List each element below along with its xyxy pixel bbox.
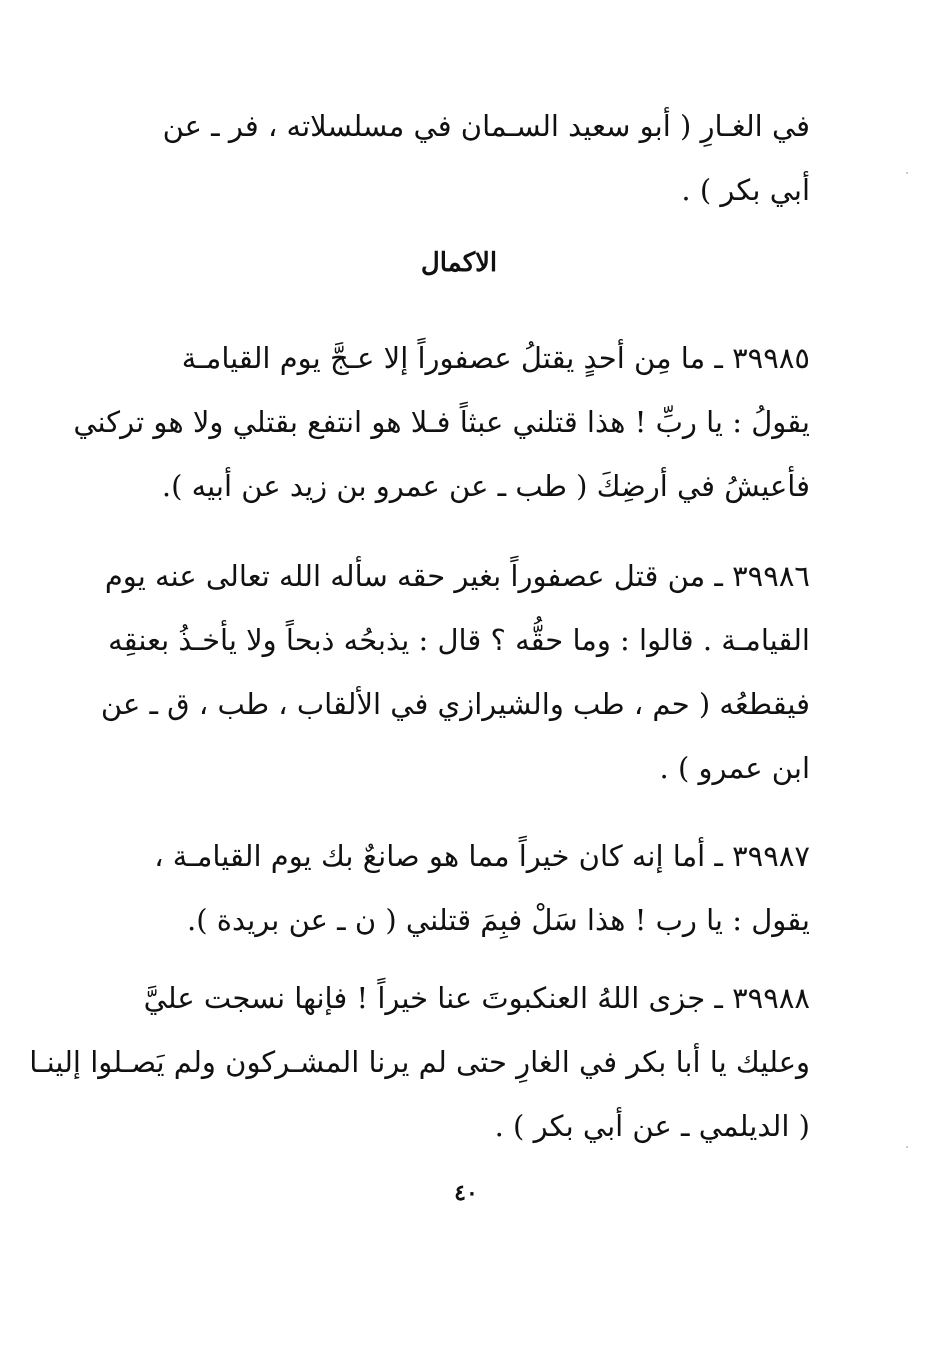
hadith-39985 (73, 326, 810, 518)
hadith-line: ٣٩٩٨٨ ـ جزى اللهُ العنكبوتَ عنا خيراً ! فإنها نسجت عليَّ (143, 981, 810, 1015)
scan-speck (906, 1146, 908, 1148)
intro-line: أبي بكر ) . (681, 173, 810, 207)
hadith-line: ٣٩٩٨٥ ـ ما مِن أحدٍ يقتلُ عصفوراً إلا عـجَّ يوم القيامـة (181, 341, 810, 375)
hadith-line: وعليك يا أبا بكر في الغارِ حتى لم يرنا المشـركون ولم يَصـلوا إلينـا (29, 1045, 810, 1079)
hadith-39988 (29, 966, 810, 1158)
hadith-line: ( الديلمي ـ عن أبي بكر ) . (494, 1109, 810, 1143)
hadith-39986 (100, 544, 810, 800)
page-number: ٤٠ (454, 1180, 478, 1206)
hadith-line: القيامـة . قالوا : وما حقُّه ؟ قال : يذبحُه ذبحاً ولا يأخـذُ بعنقِه (108, 623, 810, 657)
section-heading: الاكمال (420, 248, 498, 278)
hadith-line: ٣٩٩٨٦ ـ من قتل عصفوراً بغير حقه سأله الله تعالى عنه يوم (104, 559, 810, 593)
hadith-line: فأعيشُ في أرضِكَ ( طب ـ عن عمرو بن زيد عن أبيه ). (161, 469, 810, 503)
intro-paragraph (108, 94, 810, 222)
hadith-line: ابن عمرو ) . (659, 751, 810, 785)
intro-line: في الغـارِ ( أبو سعيد السـمان في مسلسلاته ، فر ـ عن (162, 109, 810, 143)
hadith-line: يقولُ : يا ربِّ ! هذا قتلني عبثاً فـلا هو انتفع بقتلي ولا هو تركني (73, 405, 810, 439)
hadith-39987 (108, 824, 810, 952)
hadith-line: يقول : يا رب ! هذا سَلْ فبِمَ قتلني ( ن ـ عن بريدة ). (187, 903, 810, 937)
hadith-line: فيقطعُه ( حم ، طب والشيرازي في الألقاب ، طب ، ق ـ عن (100, 687, 810, 721)
hadith-line: ٣٩٩٨٧ ـ أما إنه كان خيراً مما هو صانعٌ بك يوم القيامـة ، (154, 839, 810, 873)
scan-speck (906, 172, 908, 174)
